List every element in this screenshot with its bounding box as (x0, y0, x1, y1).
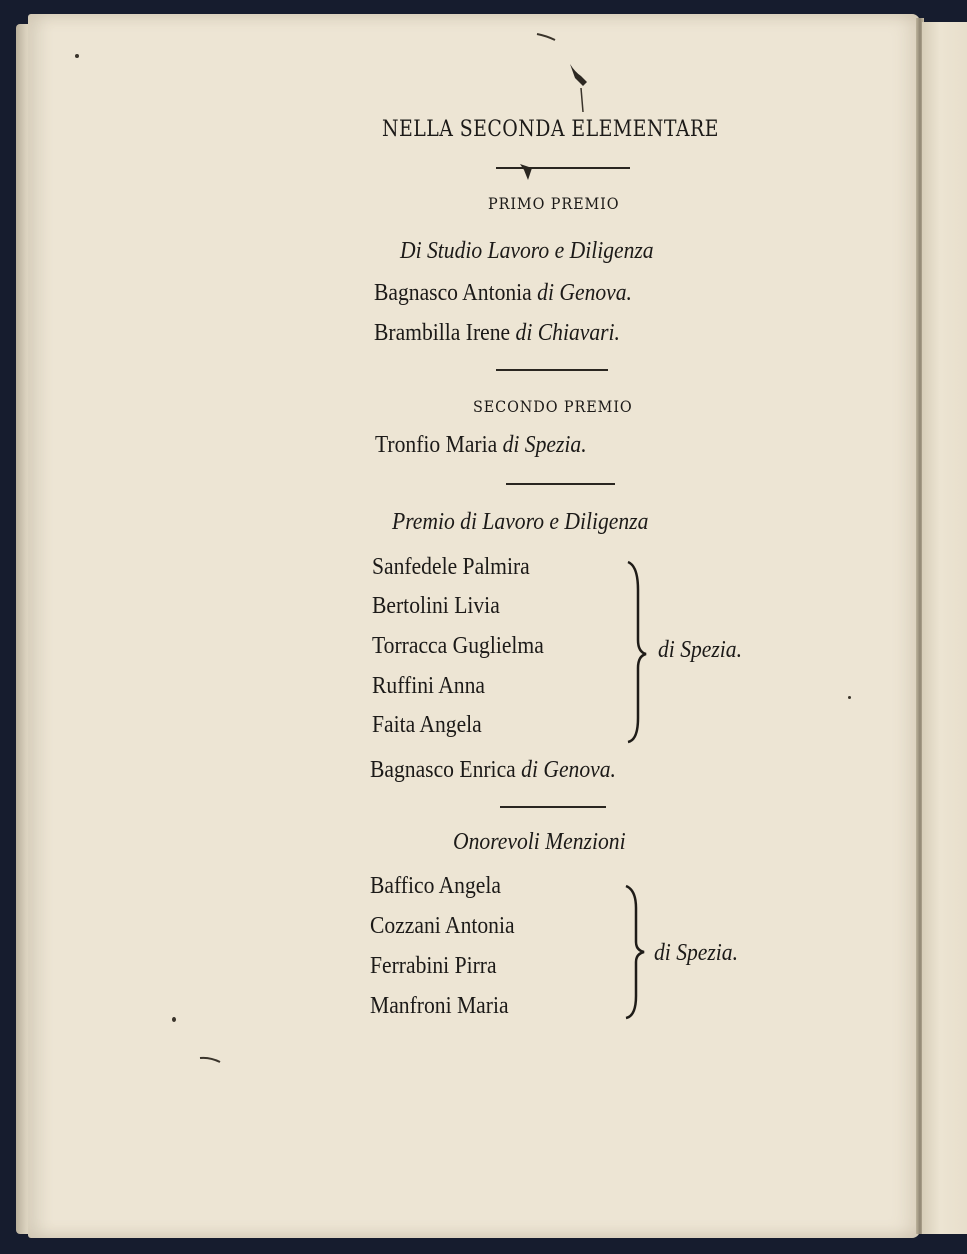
right-brace (624, 560, 648, 744)
section-divider (506, 483, 615, 485)
list-item (370, 758, 616, 782)
student-name: Bagnasco Enrica (370, 757, 516, 783)
primo-premio-subtitle: Di Studio Lavoro e Diligenza (400, 238, 654, 264)
student-place: Spezia. (524, 432, 587, 458)
section-heading: NELLA SECONDA ELEMENTARE (382, 117, 719, 142)
right-brace (622, 884, 646, 1020)
list-item: Sanfedele Palmira (372, 554, 530, 580)
preposition: di (502, 432, 520, 458)
preposition: di (515, 320, 533, 346)
paper-speck (75, 54, 79, 58)
list-item: Cozzani Antonia (370, 913, 515, 939)
list-item: Torracca Guglielma (372, 633, 544, 659)
list-item: Bertolini Livia (372, 593, 500, 619)
paper-speck (848, 696, 851, 699)
student-name: Tronfio Maria (375, 432, 498, 458)
student-name: Brambilla Irene (374, 320, 511, 346)
list-item: Manfroni Maria (370, 993, 509, 1019)
heading-ornament-rule (496, 162, 636, 184)
menzioni-title: Onorevoli Menzioni (453, 829, 626, 855)
list-item (374, 281, 632, 305)
preposition: di (521, 757, 538, 783)
menzioni-group-place: di Spezia. (654, 940, 738, 966)
paper-speck (172, 1017, 176, 1022)
list-item: Faita Angela (372, 712, 482, 738)
list-item (374, 321, 620, 345)
student-place: Genova. (543, 757, 616, 783)
student-place: Genova. (559, 280, 632, 306)
list-item: Ferrabini Pirra (370, 953, 497, 979)
list-item: Ruffini Anna (372, 673, 486, 699)
list-item (375, 433, 587, 457)
preposition: di (537, 280, 554, 306)
section-divider (500, 806, 606, 808)
student-name: Bagnasco Antonia (374, 280, 532, 306)
secondo-premio-title: SECONDO PREMIO (473, 397, 633, 416)
student-place: Chiavari. (537, 320, 620, 346)
ink-mark-ornament (525, 26, 615, 116)
paper-speck (198, 1054, 224, 1066)
lavoro-group-place: di Spezia. (658, 637, 742, 663)
list-item: Baffico Angela (370, 873, 501, 899)
primo-premio-title: PRIMO PREMIO (488, 194, 620, 213)
section-divider (496, 369, 608, 371)
lavoro-premio-title: Premio di Lavoro e Diligenza (392, 509, 649, 535)
